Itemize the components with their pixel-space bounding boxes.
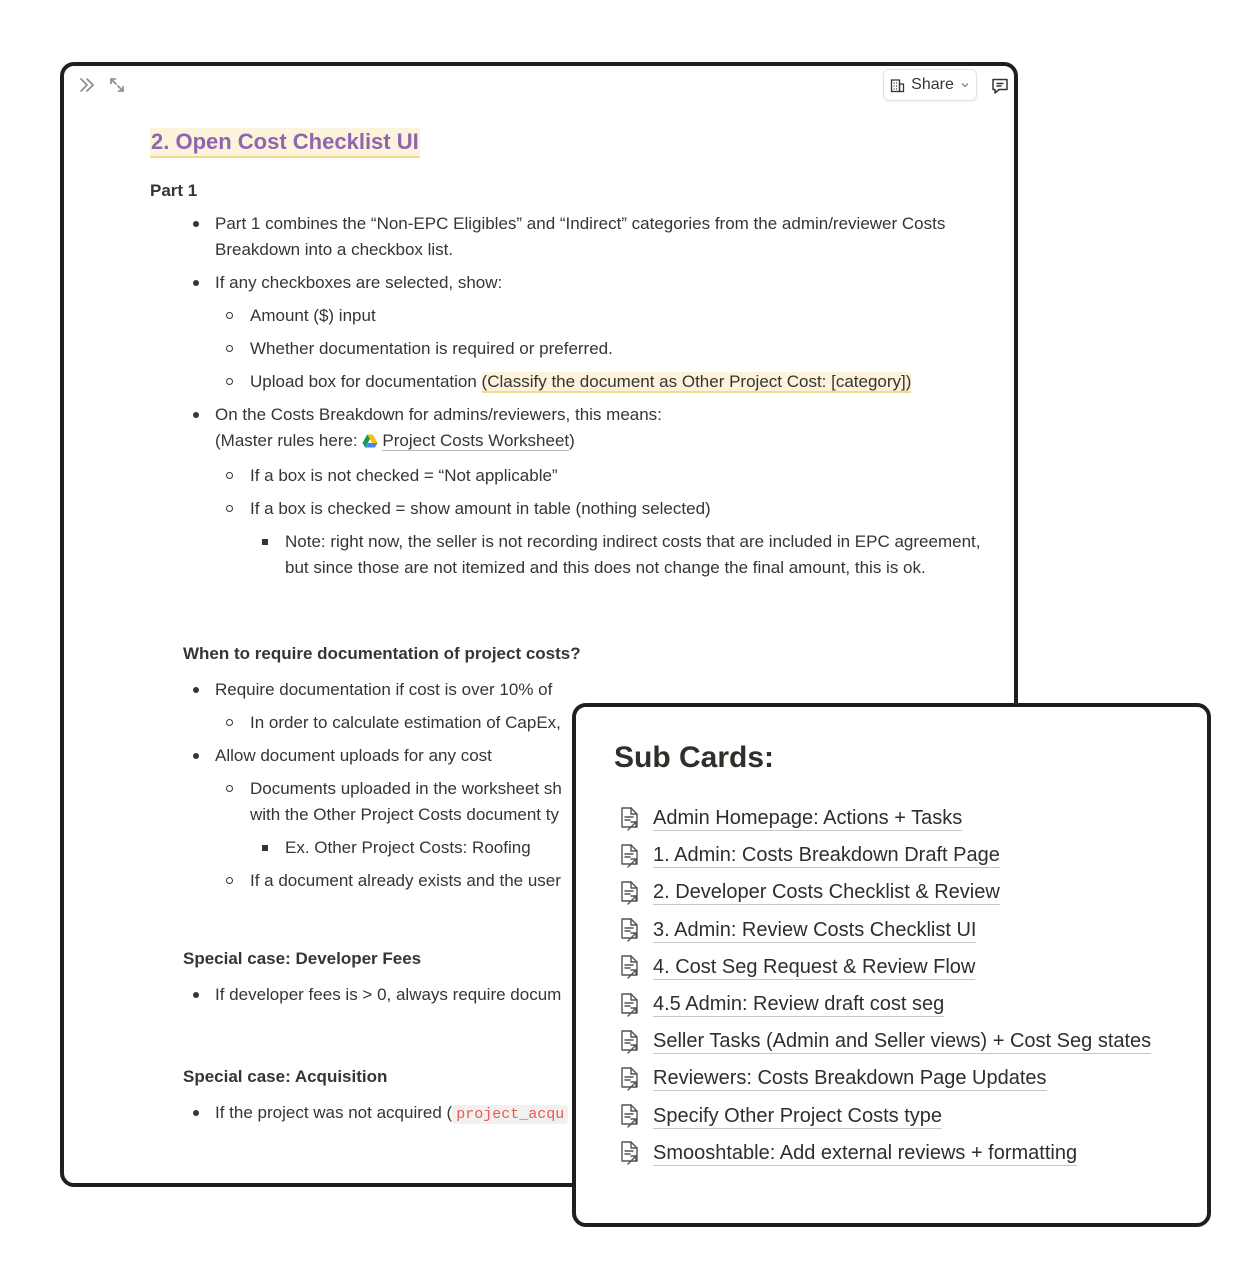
sub-card-label: 4. Cost Seg Request & Review Flow [653,955,976,978]
chevron-down-icon [960,80,970,90]
list-item-text: If the project was not acquired ( [215,1103,453,1122]
list-item-text: If a box is checked = show amount in table (nothing selected) [250,499,711,518]
sub-card-link[interactable] [618,912,1151,949]
sub-card-link[interactable] [618,949,1151,986]
developer-fees-heading: Special case: Developer Fees [183,949,422,968]
list-item-text: If a box is not checked = “Not applicable” [250,466,558,485]
sub-card-link[interactable] [618,1098,1151,1135]
share-label: Share [911,76,954,93]
sub-card-link[interactable] [618,874,1151,911]
list-item-text: Whether documentation is required or preferred. [250,339,613,358]
page-link-icon [618,806,643,832]
page-link-icon [618,917,643,943]
page-link-icon [618,843,643,869]
sub-cards-list [618,800,1151,1172]
sub-cards-title: Sub Cards: [614,741,775,774]
sub-list [215,303,985,395]
list-item [215,496,985,581]
list-item-text: Amount ($) input [250,306,376,325]
list-item-text: Part 1 combines the “Non-EPC Eligibles” and “Indirect” categories from the admin/reviewer Costs Breakdown into a checkbox list. [215,214,946,259]
list-item-text: If a document already exists and the user [250,871,561,890]
sub-card-link[interactable] [618,800,1151,837]
comment-icon[interactable] [990,76,1010,96]
project-costs-worksheet-link[interactable]: Project Costs Worksheet [382,431,570,450]
page-title: 2. Open Cost Checklist UI [150,128,420,158]
sub-card-label: 2. Developer Costs Checklist & Review [653,881,1000,904]
page-link-icon [618,1066,643,1092]
sub-card-label: 3. Admin: Review Costs Checklist UI [653,918,977,941]
list-item [250,529,985,581]
list-item-text: On the Costs Breakdown for admins/reviewers, this means: [215,405,662,424]
list-item [215,303,985,329]
page-link-icon [618,1103,643,1129]
sub-card-label: Specify Other Project Costs type [653,1104,943,1127]
inline-code: project_acqu [452,1105,568,1124]
sub-card-label: 4.5 Admin: Review draft cost seg [653,993,945,1016]
list-item-text: If developer fees is > 0, always require docum [215,985,562,1004]
page-title-wrap [150,128,985,158]
list-item [215,463,985,489]
list-item-text: ) [569,431,575,450]
page-link-icon [618,992,643,1018]
page-link-icon [618,1140,643,1166]
list-item-text: Allow document uploads for any cost [215,746,492,765]
sub-card-link[interactable] [618,1023,1151,1060]
docs-section-heading: When to require documentation of project costs? [183,644,581,663]
share-button[interactable] [883,69,977,101]
list-item-text: Upload box for documentation [250,372,482,391]
spacer [150,581,985,641]
page-link-icon [618,880,643,906]
sub-card-link[interactable] [618,986,1151,1023]
page-link-icon [618,954,643,980]
list-item [150,402,985,581]
sub-card-label: Smooshtable: Add external reviews + formatting [653,1141,1078,1164]
list-item-text: If any checkboxes are selected, show: [215,273,503,292]
part1-list [150,211,985,581]
sub-card-label: Reviewers: Costs Breakdown Page Updates [653,1067,1047,1090]
list-item-text: Ex. Other Project Costs: Roofing [285,838,531,857]
sub-card-label: Admin Homepage: Actions + Tasks [653,807,963,830]
expand-arrows-icon[interactable] [108,76,126,94]
list-item-text: with the Other Project Costs document ty [250,805,559,824]
list-item-text: Documents uploaded in the worksheet sh [250,779,562,798]
sub-card-link[interactable] [618,1135,1151,1172]
list-item-text: Note: right now, the seller is not recording indirect costs that are included in EPC agreement, but since those are not itemized and this does not change the final amount, this is ok. [285,532,981,577]
sub-card-link[interactable] [618,837,1151,874]
list-item-text: In order to calculate estimation of CapEx, [250,713,561,732]
part1-heading: Part 1 [150,181,198,200]
topbar-left [78,76,126,94]
google-drive-icon [362,430,378,456]
acquisition-heading: Special case: Acquisition [183,1067,388,1086]
list-item [150,211,985,263]
sub-card-label: Seller Tasks (Admin and Seller views) + Cost Seg states [653,1030,1152,1053]
building-icon [890,78,905,93]
list-item [215,369,985,395]
list-item-text: Require documentation if cost is over 10% of [215,680,553,699]
sub-card-label: 1. Admin: Costs Breakdown Draft Page [653,844,1000,867]
sub-cards-panel [572,703,1211,1227]
sub-sub-list [250,529,985,581]
highlighted-text: (Classify the document as Other Project Cost: [category]) [481,372,912,391]
list-item [150,270,985,395]
list-item-text: (Master rules here: [215,431,363,450]
sub-list [215,463,985,581]
double-chevron-right-icon[interactable] [78,76,96,94]
list-item [215,336,985,362]
page-link-icon [618,1029,643,1055]
sub-card-link[interactable] [618,1060,1151,1097]
